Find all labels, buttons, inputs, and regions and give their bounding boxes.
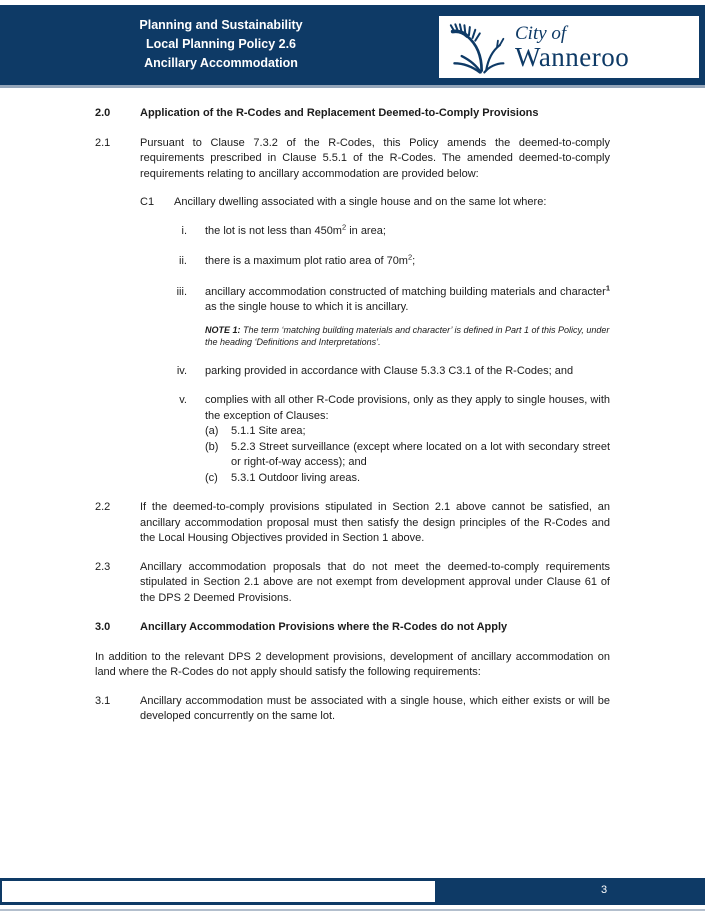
section-3-intro: In addition to the relevant DPS 2 development provisions, development of ancillary accommodation on land where the R-Codes do not apply should satisfy the following requirements: xyxy=(95,650,610,678)
header-department: Planning and Sustainability xyxy=(139,18,303,32)
list-marker: ii. xyxy=(179,255,187,267)
header-policy-title: Ancillary Accommodation xyxy=(144,56,298,70)
list-item-text: complies with all other R-Code provisions, only as they apply to single houses, with the exception of Clauses: xyxy=(205,394,610,422)
list-item-ii xyxy=(95,254,610,270)
list-item-iii xyxy=(95,282,610,316)
page-header xyxy=(0,5,705,85)
list-marker: iv. xyxy=(176,364,187,377)
clause-number: 2.1 xyxy=(95,136,111,149)
logo-wanneroo: Wanneroo xyxy=(515,41,630,72)
list-item-text: ancillary accommodation constructed of matching building materials and character$^1$ as the single house to which it is ancillary. xyxy=(205,282,610,313)
provision-number: C1 xyxy=(140,196,155,208)
exception-clause-list xyxy=(205,424,610,486)
clause-3-1 xyxy=(95,694,610,725)
section-number: 3.0 xyxy=(95,621,111,633)
list-marker: i. xyxy=(181,224,187,237)
logo-text xyxy=(515,24,629,71)
clause-2-3 xyxy=(95,560,610,607)
page-footer xyxy=(0,878,705,905)
header-policy-number: Local Planning Policy 2.6 xyxy=(145,37,297,51)
logo-city-of: City of xyxy=(515,22,567,44)
list-marker: (b) xyxy=(205,440,219,453)
list-item-text: 5.2.3 Street surveillance (except where located on a lot with secondary street or right-of-way access); and xyxy=(231,440,610,468)
clause-text: Ancillary accommodation must be associated with a single house, which either exists or will be developed concurrently on the same lot. xyxy=(140,694,610,722)
footnote-reference: 1 xyxy=(605,282,610,292)
clause-text: Pursuant to Clause 7.3.2 of the R-Codes, this Policy amends the deemed-to-comply requirements prescribed in Clause 5.5.1 of the R-Codes. The amended deemed-to-comply requirements relating to ancillary accommodation are provided below: xyxy=(140,136,610,180)
header-divider xyxy=(0,85,705,88)
list-item-i xyxy=(95,221,610,240)
clause-number: 2.2 xyxy=(95,501,111,513)
section-heading-3-0 xyxy=(95,620,610,636)
clause-text: If the deemed-to-comply provisions stipulated in Section 2.1 above cannot be satisfied, an ancillary accommodation proposal must then satisfy the design principles of the R-Codes and the Local Housing Objectives provided in Section 1 above. xyxy=(140,501,610,544)
section-heading-2-0 xyxy=(95,106,610,122)
section-heading-text: Application of the R-Codes and Replacement Deemed-to-Comply Provisions xyxy=(140,107,539,119)
list-marker: v. xyxy=(179,394,187,406)
clause-2-2 xyxy=(95,500,610,547)
list-item-text: 5.3.1 Outdoor living areas. xyxy=(231,471,361,484)
list-item-c xyxy=(205,471,610,487)
list-item-v xyxy=(95,393,610,486)
list-marker: iii. xyxy=(176,285,187,298)
kangaroo-paw-icon xyxy=(449,19,507,75)
superscript: 2 xyxy=(407,252,413,262)
clause-number: 2.3 xyxy=(95,560,111,573)
clause-2-1 xyxy=(95,136,610,183)
footnote-text: The term ‘matching building materials and character’ is defined in Part 1 of this Policy, under the heading ‘Definitions and Interpretations’. xyxy=(205,324,610,347)
superscript: 2 xyxy=(341,221,347,231)
provision-text: Ancillary dwelling associated with a single house and on the same lot where: xyxy=(174,196,547,208)
page-number: 3 xyxy=(600,884,608,896)
list-marker: (c) xyxy=(205,471,218,484)
clause-text: Ancillary accommodation proposals that do not meet the deemed-to-comply requirements stipulated in Section 2.1 above are not exempt from development approval under Clause 61 of the DPS 2 Deemed Provisions. xyxy=(140,560,610,604)
provision-c1 xyxy=(95,195,610,211)
city-of-wanneroo-logo xyxy=(437,14,701,80)
list-item-iv xyxy=(95,364,610,380)
footer-title-box xyxy=(2,881,435,902)
footer-divider xyxy=(0,909,705,911)
document-body xyxy=(95,106,610,739)
footnote-label: NOTE 1: xyxy=(205,324,241,335)
list-item-text: parking provided in accordance with Clause 5.3.3 C3.1 of the R-Codes; and xyxy=(205,364,574,377)
list-marker: (a) xyxy=(205,425,219,437)
list-item-a xyxy=(205,424,610,440)
footnote-1 xyxy=(205,324,610,348)
section-number: 2.0 xyxy=(95,107,111,119)
list-item-text: the lot is not less than $450m^2$ in area; xyxy=(205,221,386,237)
clause-number: 3.1 xyxy=(95,694,111,707)
list-item-text: 5.1.1 Site area; xyxy=(231,425,306,437)
section-heading-text: Ancillary Accommodation Provisions where the R-Codes do not Apply xyxy=(140,621,508,633)
list-item-b xyxy=(205,440,610,471)
header-title-block xyxy=(96,16,346,73)
list-item-text: there is a maximum plot ratio area of $70m^2$; xyxy=(205,252,416,267)
